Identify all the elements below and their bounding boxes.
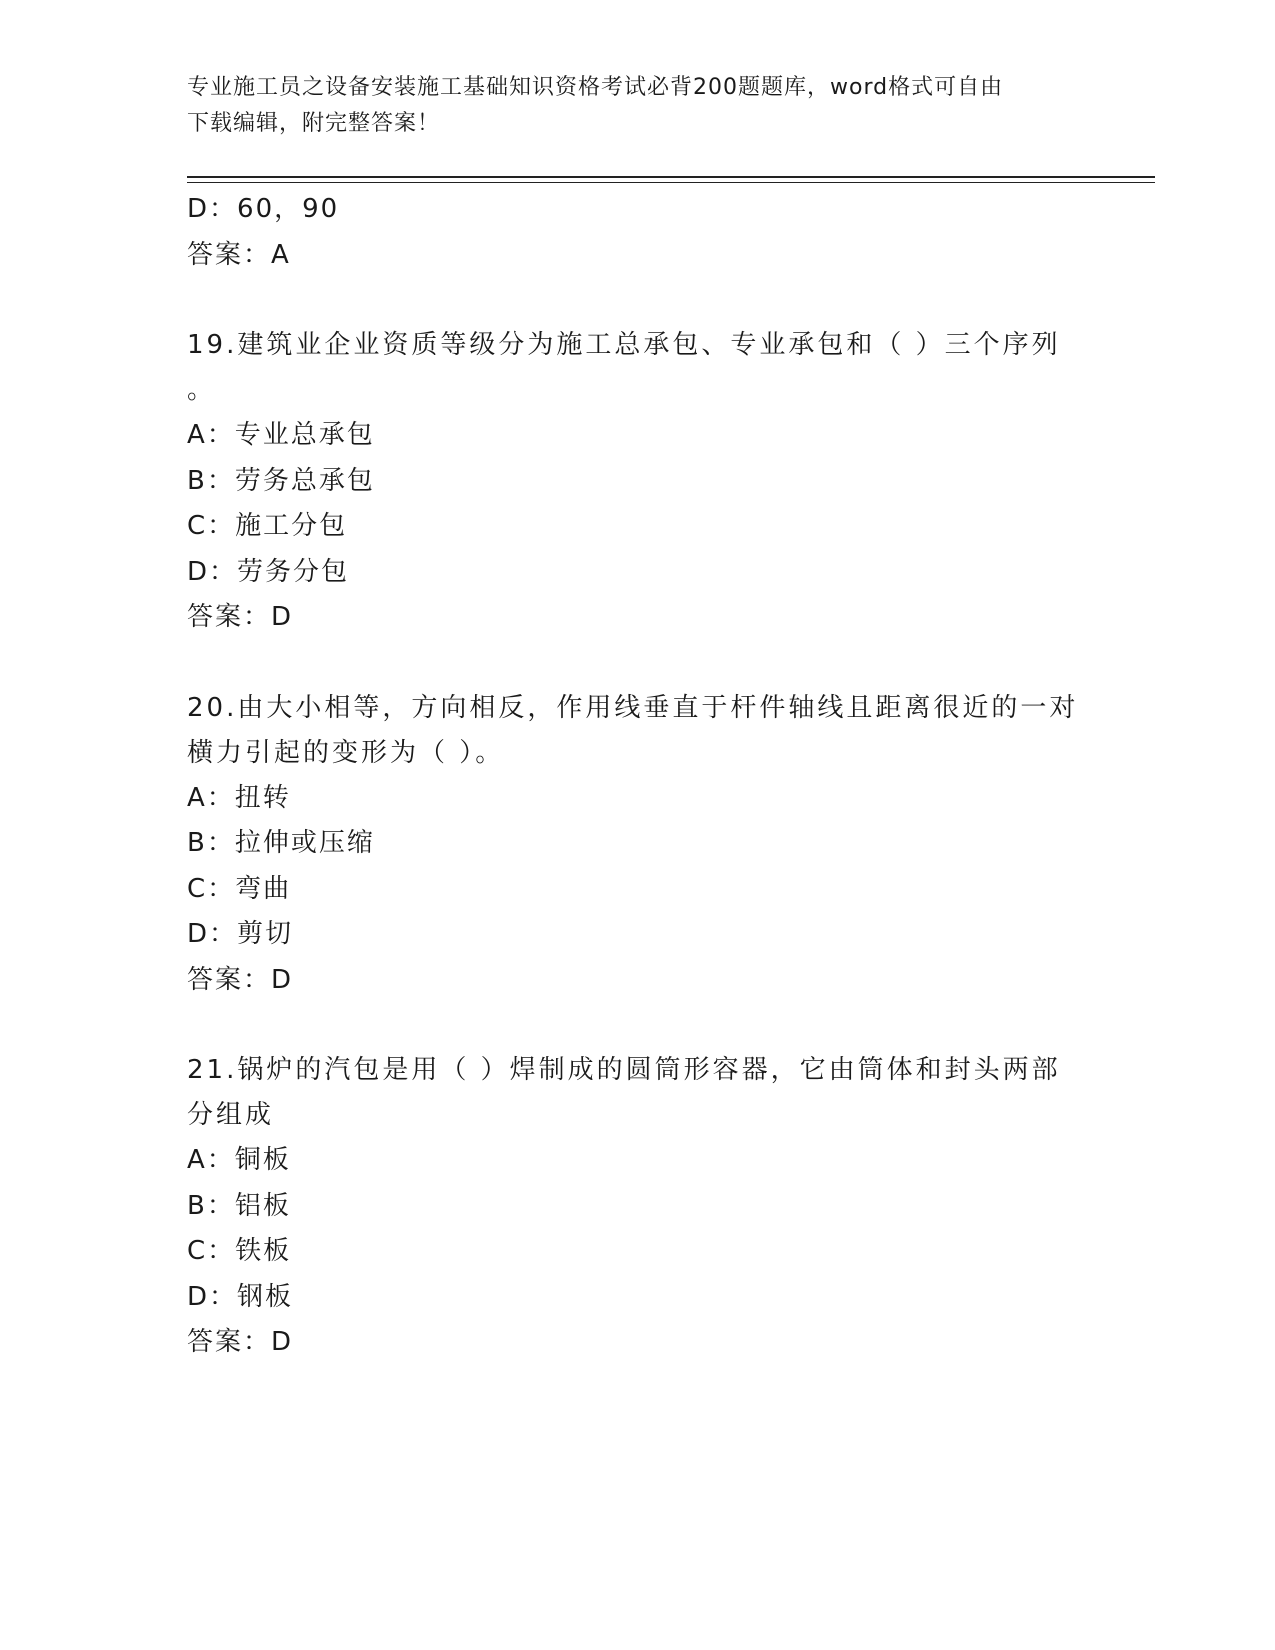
option-c: C：施工分包 bbox=[187, 511, 348, 541]
option-b: B：拉伸或压缩 bbox=[187, 828, 375, 858]
previous-question-tail bbox=[187, 187, 1117, 278]
option-a: A：铜板 bbox=[187, 1145, 291, 1175]
header-divider-thin bbox=[187, 182, 1155, 183]
question-stem-line: 20.由大小相等，方向相反，作用线垂直于杆件轴线且距离很近的一对 bbox=[187, 692, 1079, 723]
question-stem-line: 。 bbox=[187, 375, 217, 405]
question-stem-line: 分组成 bbox=[187, 1100, 275, 1130]
option-d: D：钢板 bbox=[187, 1281, 294, 1312]
option-a: A：专业总承包 bbox=[187, 420, 375, 450]
document-header bbox=[187, 70, 1067, 142]
question-19 bbox=[187, 323, 1117, 641]
header-divider-thick bbox=[187, 176, 1155, 178]
answer-line: 答案：D bbox=[187, 602, 294, 632]
spacer bbox=[187, 278, 1117, 323]
answer-line: 答案：A bbox=[187, 239, 291, 270]
option-d: D：60，90 bbox=[187, 194, 340, 224]
question-stem-line: 19.建筑业企业资质等级分为施工总承包、专业承包和（ ）三个序列 bbox=[187, 330, 1061, 360]
spacer bbox=[187, 641, 1117, 686]
header-title-line-2: 下载编辑，附完整答案！ bbox=[187, 111, 441, 136]
option-b: B：铝板 bbox=[187, 1190, 291, 1221]
question-20 bbox=[187, 686, 1117, 1004]
answer-line: 答案：D bbox=[187, 1327, 294, 1357]
option-c: C：弯曲 bbox=[187, 873, 292, 904]
option-d: D：剪切 bbox=[187, 919, 294, 949]
question-stem-line: 21.锅炉的汽包是用（ ）焊制成的圆筒形容器，它由筒体和封头两部 bbox=[187, 1055, 1061, 1085]
question-stem-line: 横力引起的变形为（ ）。 bbox=[187, 737, 505, 768]
spacer bbox=[187, 1003, 1117, 1048]
answer-line: 答案：D bbox=[187, 964, 294, 995]
question-21 bbox=[187, 1048, 1117, 1366]
option-c: C：铁板 bbox=[187, 1236, 292, 1266]
question-list bbox=[187, 187, 1117, 1366]
option-d: D：劳务分包 bbox=[187, 556, 350, 587]
header-title-line-1: 专业施工员之设备安装施工基础知识资格考试必背200题题库，word格式可自由 bbox=[187, 75, 1004, 100]
option-a: A：扭转 bbox=[187, 782, 291, 813]
option-b: B：劳务总承包 bbox=[187, 465, 375, 496]
